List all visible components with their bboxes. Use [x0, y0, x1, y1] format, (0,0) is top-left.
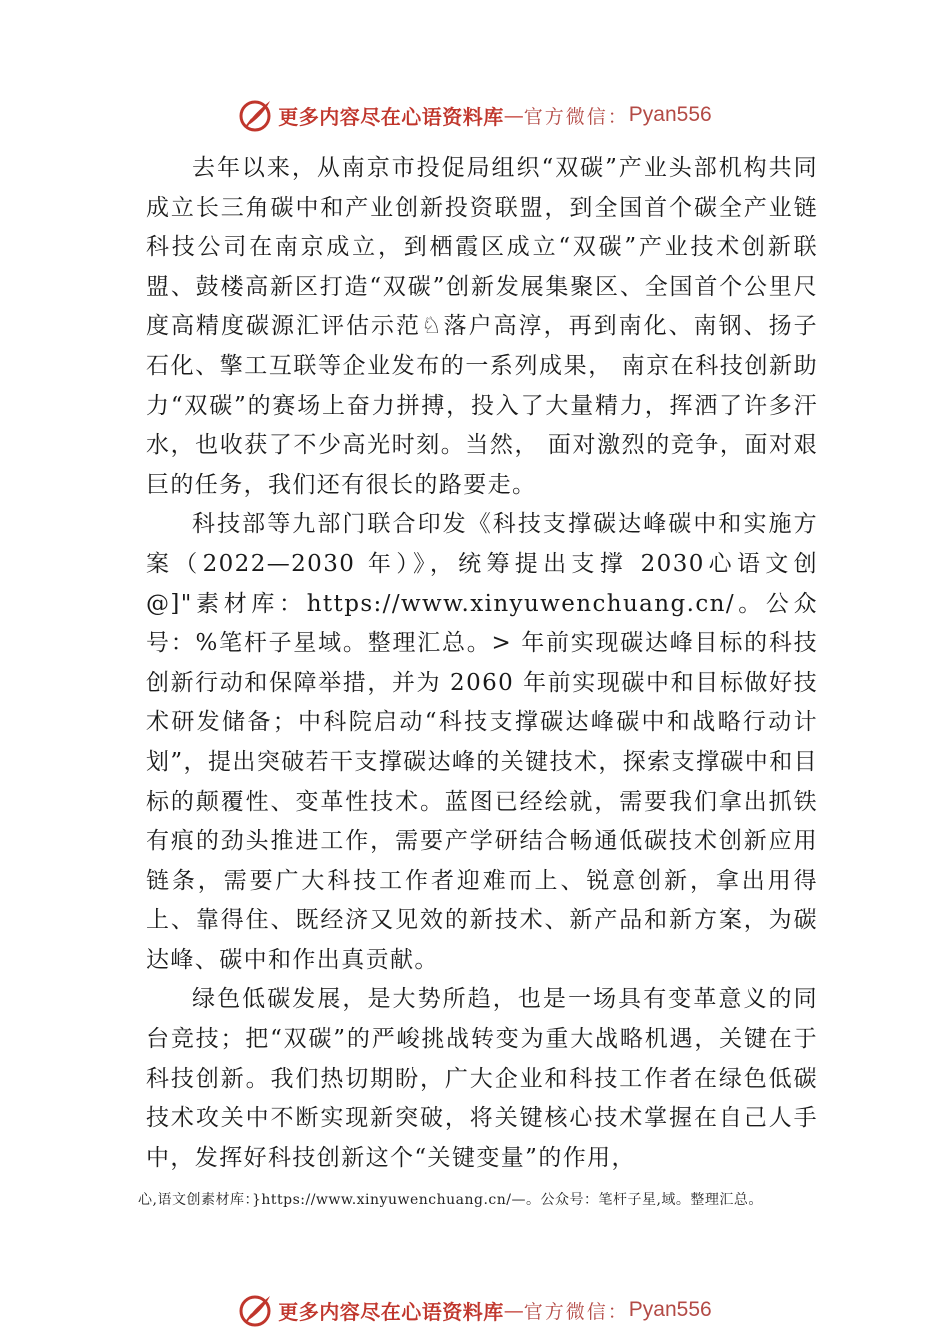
- paragraph-3: 绿色低碳发展，是大势所趋，也是一场具有变革意义的同台竞技；把“双碳”的严峻挑战转变为重大战略机遇，关键在于科技创新。我们热切期盼，广大企业和科技工作者在绿色低碳技术攻关中不断实现新突破，将关键核心技术掌握在自己人手中，发挥好科技创新这个“关键变量”的作用，: [146, 986, 818, 1171]
- banner-wechat-id: Pyan556: [628, 103, 712, 126]
- quill-logo-icon: [238, 97, 274, 133]
- banner-title: 更多内容尽在心语资料库: [278, 1299, 504, 1324]
- footnote: 心,语文创素材库：}https://www.xinyuwenchuang.cn/—。公众号：笔杆子星,域。整理汇总。: [138, 1192, 763, 1208]
- quill-logo-icon: [238, 1292, 274, 1328]
- banner-wechat-label: 官方微信：: [523, 105, 629, 128]
- header-banner: [0, 95, 950, 135]
- banner-title: 更多内容尽在心语资料库: [278, 104, 504, 129]
- banner-wechat-label: 官方微信：: [523, 1300, 629, 1323]
- banner-dash: —: [503, 103, 524, 127]
- footer-banner: [0, 1290, 950, 1330]
- paragraph-1: 去年以来，从南京市投促局组织“双碳”产业头部机构共同成立长三角碳中和产业创新投资联盟，到全国首个碳全产业链科技公司在南京成立，到栖霞区成立“双碳”产业技术创新联盟、鼓楼高新区打造“双碳”创新发展集聚区、全国首个公里尺度高精度碳源汇评估示范♘落户高淳，再到南化、南钢、扬子石化、擎工互联等企业发布的一系列成果， 南京在科技创新助力“双碳”的赛场上奋力拼搏，投入了大量精力，挥洒了许多汗水，也收获了不少高光时刻。当然， 面对激烈的竞争，面对艰巨的任务，我们还有很长的路要走。: [146, 155, 818, 498]
- article-body: [146, 149, 818, 1178]
- paragraph-2: 科技部等九部门联合印发《科技支撑碳达峰碳中和实施方案（2022—2030 年）》，统筹提出支撑 2030心语文创@]"素材库：https://www.xinyuwenchuang.cn/。公众号：%笔杆子星域。整理汇总。> 年前实现碳达峰目标的科技创新行动和保障举措，并为 2060 年前实现碳中和目标做好技术研发储备；中科院启动“科技支撑碳达峰碳中和战略行动计划”，提出突破若干支撑碳达峰的关键技术，探索支撑碳中和目标的颠覆性、变革性技术。蓝图已经绘就，需要我们拿出抓铁有痕的劲头推进工作，需要产学研结合畅通低碳技术创新应用链条，需要广大科技工作者迎难而上、锐意创新，拿出用得上、靠得住、既经济又见效的新技术、新产品和新方案，为碳达峰、碳中和作出真贡献。: [146, 511, 818, 973]
- banner-dash: —: [503, 1298, 524, 1322]
- banner-wechat-id: Pyan556: [628, 1298, 712, 1321]
